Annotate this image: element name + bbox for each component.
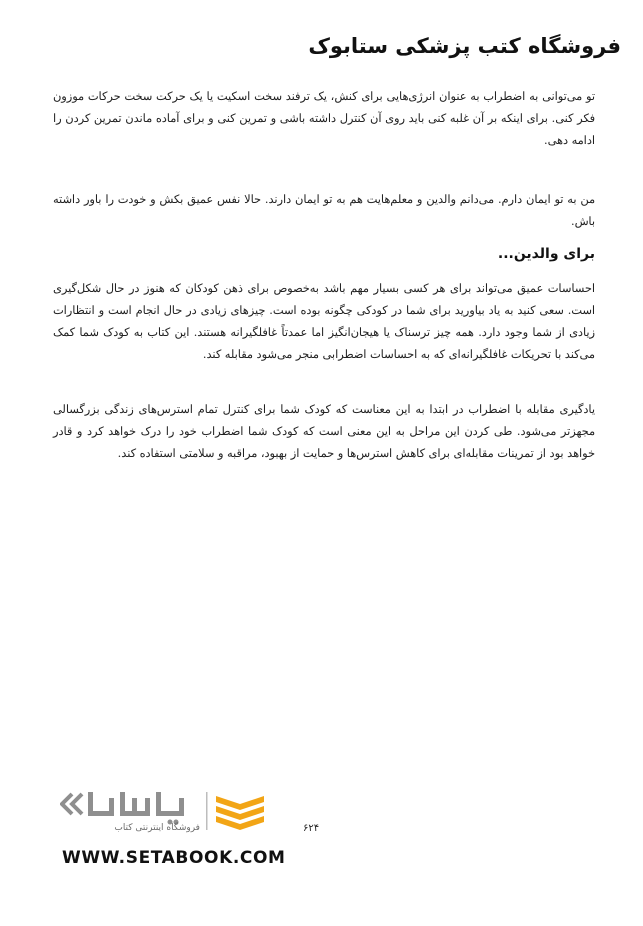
logo-divider <box>206 792 208 830</box>
paragraph-believe-yourself: من به تو ایمان دارم. می‌دانم والدین و معلم‌هایت هم به تو ایمان دارند. حالا نفس عمیق بکش و خودت را باور داشته باش. <box>53 193 595 228</box>
paragraph-anxiety-energy: تو می‌توانی به اضطراب به عنوان انرژی‌هایی برای کنش، یک ترفند سخت اسکیت یا یک حرکت سخت حرکات موزون فکر کنی. برای اینکه بر آن غلبه کنی باید روی آن کنترل داشته باشی و تمرین کنی و برای آماده ماندن تمرین کردن را ادامه دهی. <box>53 90 595 147</box>
store-title: فروشگاه کتب پزشکی ستابوک <box>308 34 621 58</box>
book-stack-icon <box>216 796 264 830</box>
page-number: ۶۲۴ <box>303 823 320 834</box>
section-heading-parents: برای والدین... <box>497 246 595 262</box>
site-url[interactable]: WWW.SETABOOK.COM <box>62 848 286 868</box>
logo-caption: فروشگاه اینترنتی کتاب <box>114 823 200 833</box>
logo-wordmark-icon <box>88 792 184 825</box>
paragraph-deep-emotions: احساسات عمیق می‌تواند برای هر کسی بسیار مهم باشد به‌خصوص برای ذهن کودکان که هنوز در حال شکل‌گیری است. سعی کنید به یاد بیاورید برای شما در کودکی چگونه بوده است. چیزهای زیادی در حال انجام است و انتظارات زیادی از شما وجود دارد. همه چیز ترسناک یا هیجان‌انگیز اما عمدتاً غافلگیرانه هستند. این کتاب به کودک شما کمک می‌کند با تحریکات غافلگیرانه‌ای که به احساسات اضطرابی منجر می‌شود مقابله کند. <box>53 282 595 361</box>
logo-chevrons-icon <box>62 794 82 814</box>
paragraph-coping-learning: یادگیری مقابله با اضطراب در ابتدا به این معناست که کودک شما برای کنترل تمام استرس‌های زندگی بزرگسالی مجهزتر می‌شود. طی کردن این مراحل به این معنی است که کودک شما اضطراب خود را درک خواهد کرد و قادر خواهد بود از تمرینات مقابله‌ای برای کاهش استرس‌ها و حمایت از بهبود، مراقبه و سلامتی استفاده کند. <box>53 403 595 460</box>
